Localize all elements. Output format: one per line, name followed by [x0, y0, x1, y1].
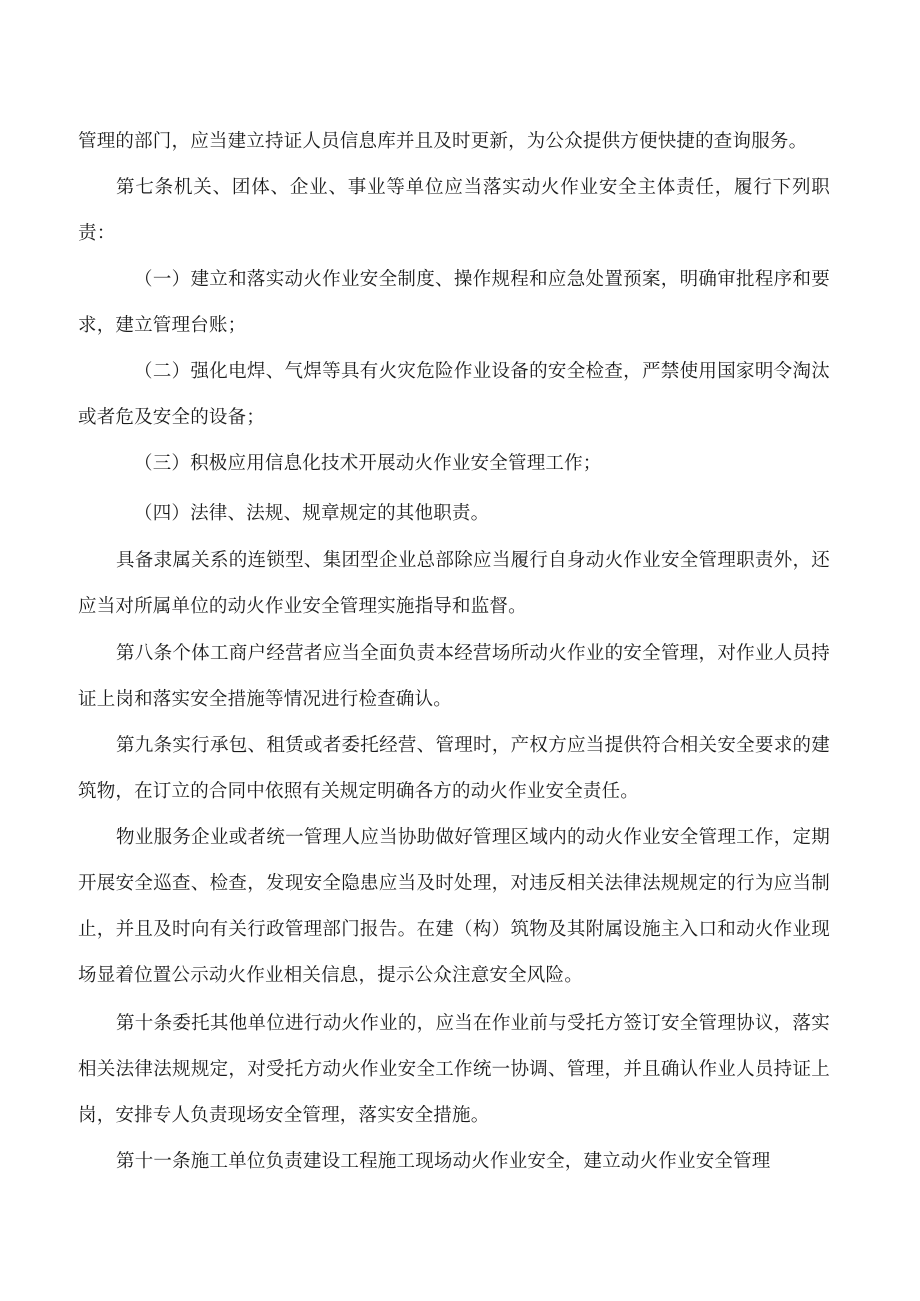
paragraph-article-10: 第十条委托其他单位进行动火作业的，应当在作业前与受托方签订安全管理协议，落实相关法律法规规定，对受托方动火作业安全工作统一协调、管理，并且确认作业人员持证上岗，安排专人负责现场安全管理，落实安全措施。: [78, 1013, 830, 1126]
paragraph-property-service: 物业服务企业或者统一管理人应当协助做好管理区域内的动火作业安全管理工作，定期开展安全巡查、检查，发现安全隐患应当及时处理，对违反相关法律法规规定的行为应当制止，并且及时向有关行政管理部门报告。在建（构）筑物及其附属设施主入口和动火作业现场显着位置公示动火作业相关信息，提示公众注意安全风险。: [78, 827, 830, 986]
list-item-2: （二）强化电焊、气焊等具有火灾危险作业设备的安全检查，严禁使用国家明令淘汰或者危及安全的设备；: [78, 361, 830, 428]
list-item-4: （四）法律、法规、规章规定的其他职责。: [134, 503, 490, 524]
paragraph-article-7: 第七条机关、团体、企业、事业等单位应当落实动火作业安全主体责任，履行下列职责：: [78, 177, 830, 244]
paragraph-headquarters: 具备隶属关系的连锁型、集团型企业总部除应当履行自身动火作业安全管理职责外，还应当对所属单位的动火作业安全管理实施指导和监督。: [78, 550, 830, 617]
list-item-3: （三）积极应用信息化技术开展动火作业安全管理工作；: [134, 453, 602, 474]
paragraph-article-9: 第九条实行承包、租赁或者委托经营、管理时，产权方应当提供符合相关安全要求的建筑物，在订立的合同中依照有关规定明确各方的动火作业安全责任。: [78, 735, 830, 802]
list-item-1: （一）建立和落实动火作业安全制度、操作规程和应急处置预案，明确审批程序和要求，建立管理台账；: [78, 269, 830, 336]
paragraph-article-11: 第十一条施工单位负责建设工程施工现场动火作业安全，建立动火作业安全管理: [116, 1151, 771, 1172]
paragraph-continuation: 管理的部门，应当建立持证人员信息库并且及时更新，为公众提供方便快捷的查询服务。: [78, 131, 808, 152]
paragraph-article-8: 第八条个体工商户经营者应当全面负责本经营场所动火作业的安全管理，对作业人员持证上岗和落实安全措施等情况进行检查确认。: [78, 643, 830, 710]
